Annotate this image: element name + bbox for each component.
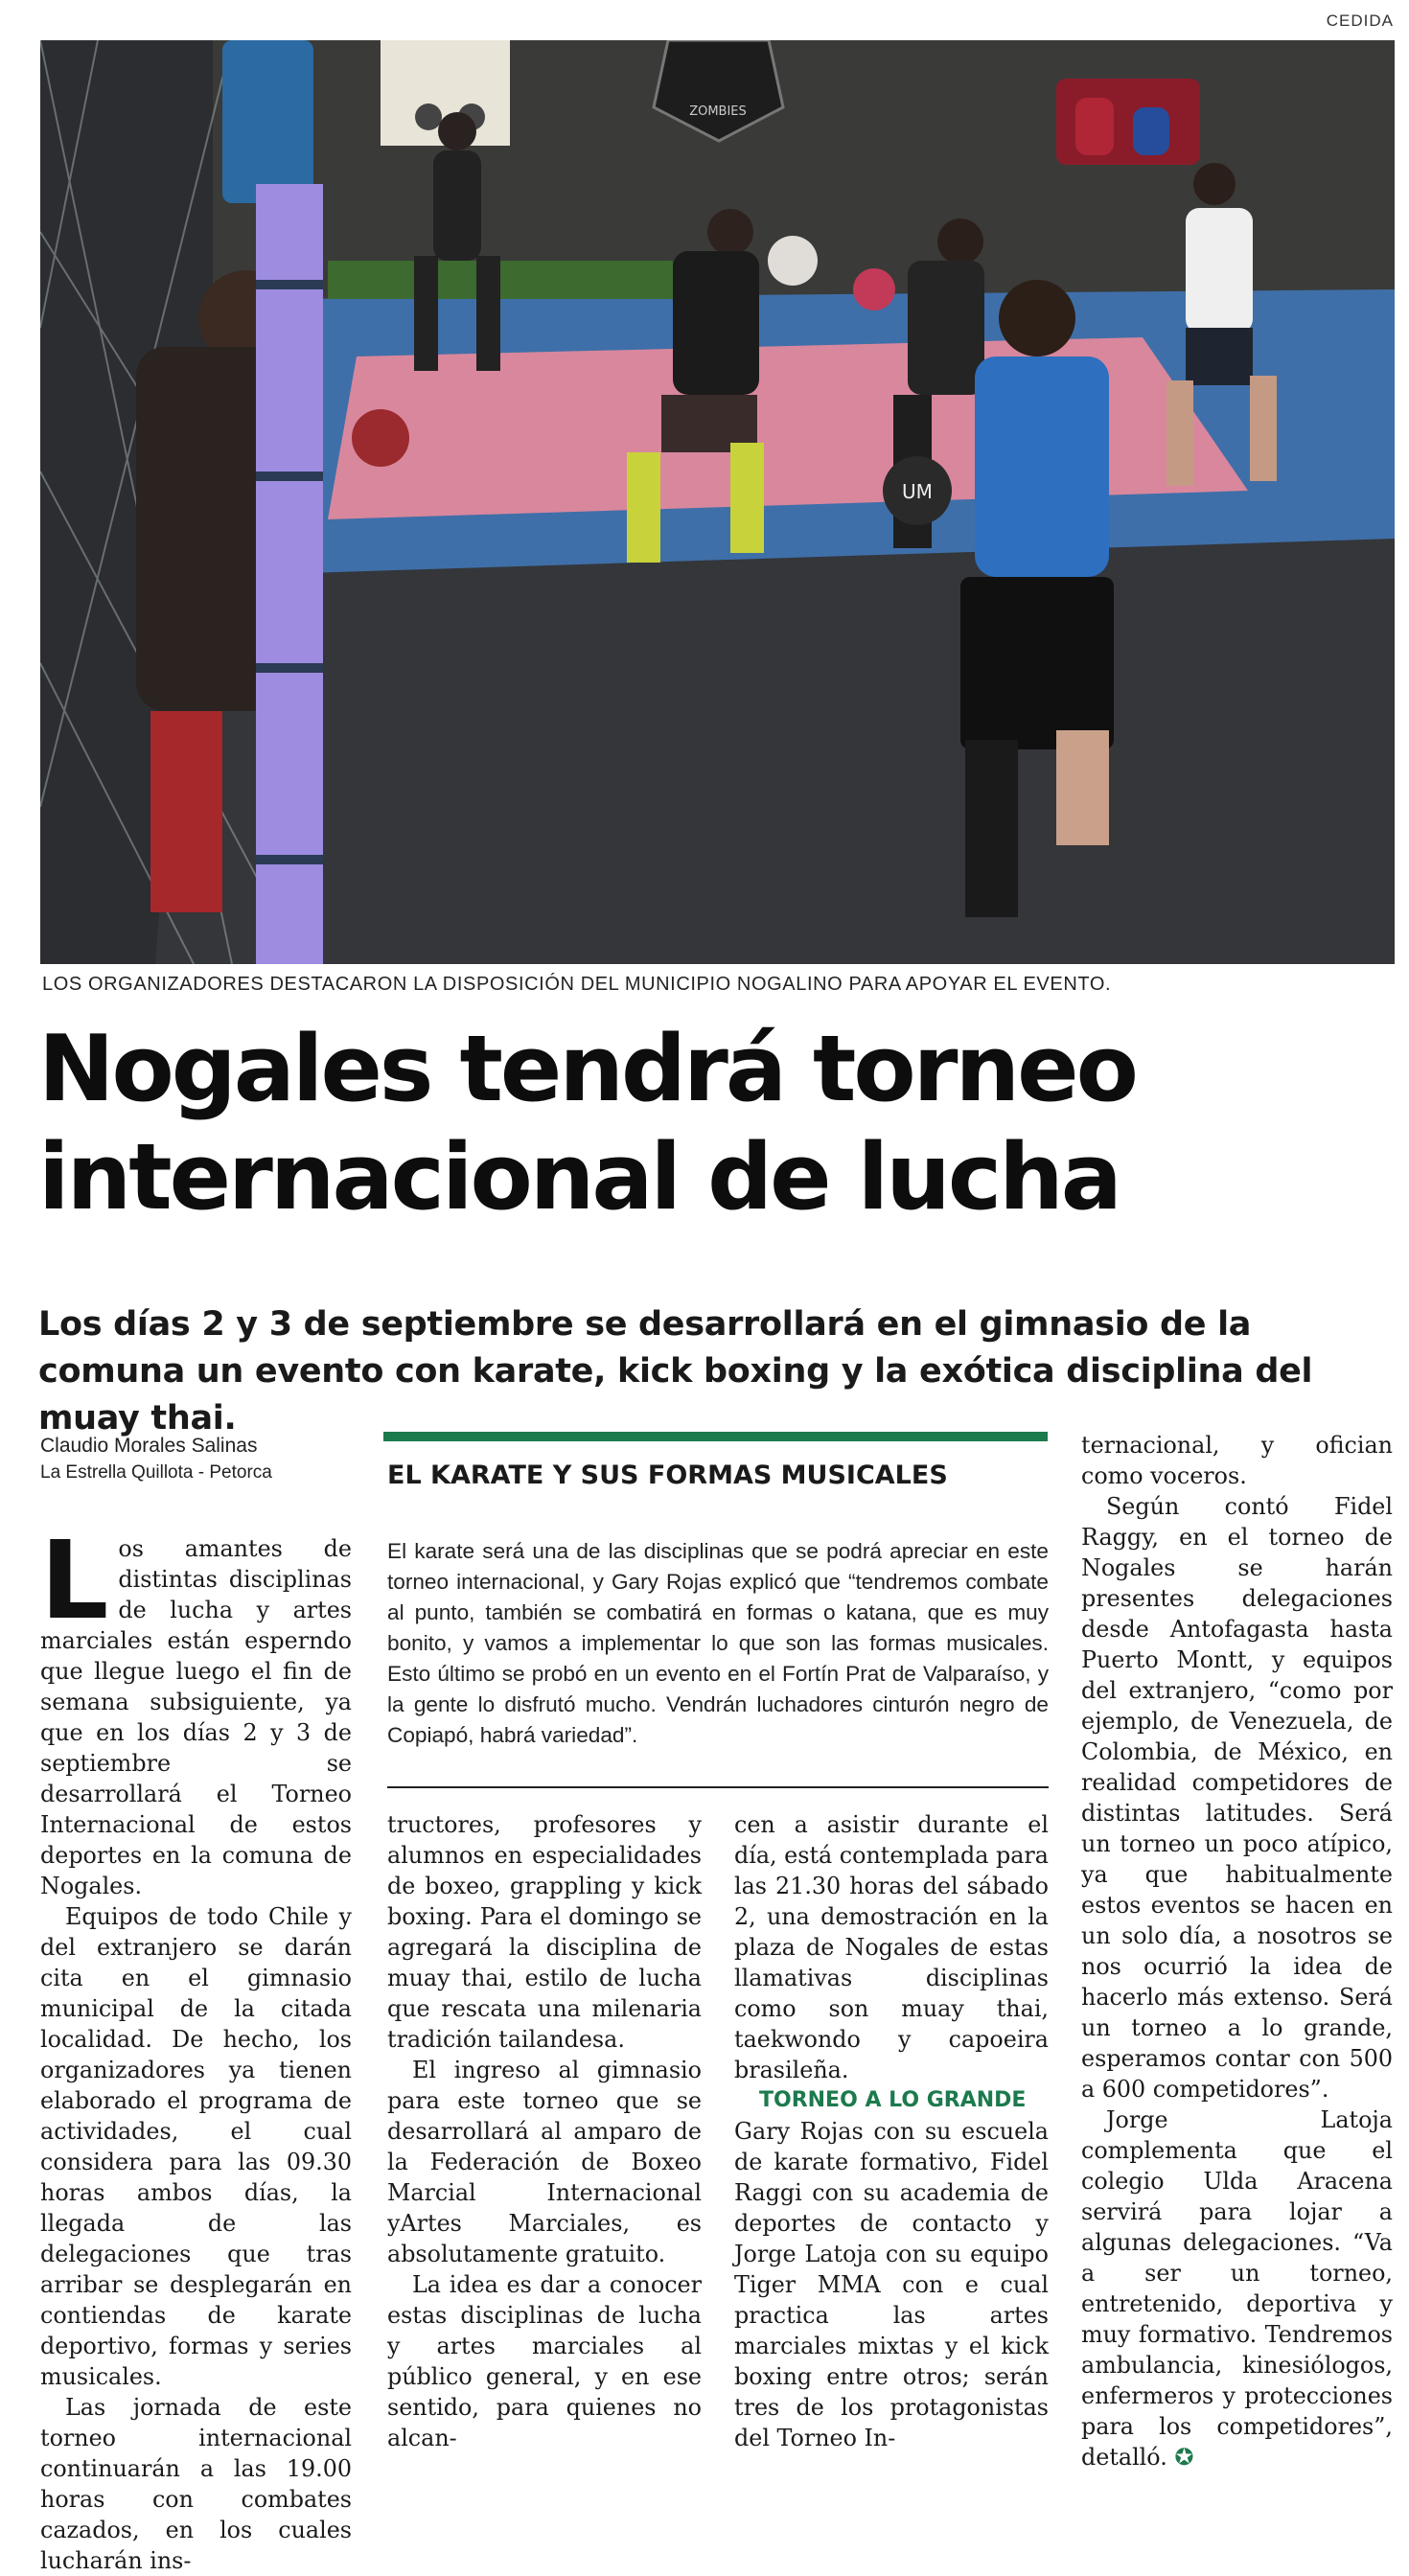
paragraph: El ingreso al gimnasio para este torneo que se desarrollará al amparo de la Federación de Boxeo Marcial Internacional yArtes Marciales, es absolutamente gratuito. bbox=[387, 2057, 702, 2267]
glove-brand-text: UM bbox=[902, 480, 933, 503]
pink-mat bbox=[328, 337, 1248, 519]
paragraph: Gary Rojas con su escuela de karate formativo, Fidel Raggi con su academia de deportes de contacto y Jorge Latoja con su equipo Tiger MMA con e cual practica las artes marciales mixtas y el kick boxing entre otros; serán tres de los protagonistas del Torneo In- bbox=[734, 2118, 1049, 2451]
photo-credit: CEDIDA bbox=[1326, 12, 1394, 30]
paragraph: cen a asistir durante el día, está contemplada para las 21.30 horas del sábado 2, una demostración en la plaza de Nogales de estas llamativas disciplinas como son muay thai, taekwondo y capoeira brasileña. bbox=[734, 1811, 1049, 2083]
headline-line-2: internacional de lucha bbox=[38, 1125, 1120, 1230]
article-column-2 bbox=[387, 1809, 702, 2453]
gym-scene-illustration bbox=[40, 40, 1395, 964]
paragraph-text: Jorge Latoja complementa que el colegio Ulda Aracena servirá para lojar a algunas delegaciones. “Va a ser un torneo, entretenido, deportiva y muy formativo. Tendremos ambulancia, kinesiólogos, enfermeros y protecciones para los competidores”, detalló. bbox=[1081, 2106, 1393, 2471]
article-column-1 bbox=[40, 1519, 352, 2576]
glove-icon bbox=[1075, 98, 1114, 155]
byline-outlet: La Estrella Quillota - Petorca bbox=[40, 1462, 272, 1483]
paragraph-text: os amantes de distintas disciplinas de lucha y artes marciales están esperndo que llegue luego el fin de semana subsiguiente, ya que en los días 2 y 3 de septiembre se desarrollará el Torneo Internacional de estos deportes en la comuna de Nogales. bbox=[40, 1535, 352, 1899]
sidebar-top-rule bbox=[383, 1432, 1048, 1441]
article-photo bbox=[40, 40, 1395, 964]
sidebar-text: El karate será una de las disciplinas que se podrá apreciar en este torneo internacional, y Gary Rojas explicó que “tendremos combate al punto, también se combatirá en formas o katana, que es muy bonito, y vamos a implementar lo que son las formas musicales. Esto último se probó en un evento en el Fortín Prat de Valparaíso, y la gente lo disfrutó mucho. Vendrán luchadores cinturón negro de Copiapó, habrá variedad”. bbox=[387, 1539, 1049, 1747]
drop-cap: L bbox=[40, 1519, 109, 1644]
paragraph: tructores, profesores y alumnos en especialidades de boxeo, grappling y kick boxing. Para el domingo se agregará la disciplina de muay thai, estilo de lucha que rescata una milenaria tradición tailandesa. bbox=[387, 1811, 702, 2053]
photo-caption: LOS ORGANIZADORES DESTACARON LA DISPOSICIÓN DEL MUNICIPIO NOGALINO PARA APOYAR EL EVENTO. bbox=[42, 974, 1112, 995]
grey-floor bbox=[155, 539, 1395, 964]
glove-icon bbox=[1133, 107, 1169, 155]
paragraph: ternacional, y ofician como voceros. bbox=[1081, 1432, 1393, 1489]
byline-author: Claudio Morales Salinas bbox=[40, 1435, 258, 1457]
paragraph: La idea es dar a conocer estas disciplinas de lucha y artes marciales al público general, y en ese sentido, para quienes no alcan- bbox=[387, 2271, 702, 2451]
poster-glove-icon bbox=[415, 104, 442, 130]
end-of-article-icon: ✪ bbox=[1174, 2444, 1194, 2471]
paragraph bbox=[40, 1519, 352, 1901]
sidebar-title: EL KARATE Y SUS FORMAS MUSICALES bbox=[387, 1460, 948, 1490]
paragraph: Las jornada de este torneo internacional continuarán a las 19.00 horas con combates cazados, en los cuales lucharán ins- bbox=[40, 2394, 352, 2574]
sidebar-bottom-rule bbox=[387, 1786, 1049, 1788]
wall-logo-text: ZOMBIES bbox=[689, 104, 747, 119]
subheadline: Los días 2 y 3 de septiembre se desarrollará en el gimnasio de la comuna un evento con karate, kick boxing y la exótica disciplina del muay thai. bbox=[38, 1305, 1313, 1438]
paragraph: Según contó Fidel Raggy, en el torneo de Nogales se harán presentes delegaciones desde Antofagasta hasta Puerto Montt, y equipos del extranjero, “como por ejemplo, de Venezuela, de Colombia, de México, en realidad competidores de distintas latitudes. Será un torneo un poco atípico, ya que habitualmente estos eventos se hacen en un solo día, a nosotros se nos ocurrió la idea de hacerlo más extenso. Será un torneo a lo grande, esperamos contar con 500 a 600 competidores”. bbox=[1081, 1493, 1393, 2103]
headline bbox=[38, 1016, 1399, 1232]
article-column-3 bbox=[734, 1809, 1049, 2453]
section-subheading: TORNEO A LO GRANDE bbox=[759, 2088, 1027, 2112]
paragraph: Equipos de todo Chile y del extranjero se darán cita en el gimnasio municipal de la citada localidad. De hecho, los organizadores ya tienen elaborado el programa de actividades, el cual considera para las 09.30 horas ambos días, la llegada de las delegaciones que tras arribar se desplegarán en contiendas de karate deportivo, formas y series musicales. bbox=[40, 1903, 352, 2390]
headline-line-1: Nogales tendrá torneo bbox=[38, 1017, 1136, 1122]
article-column-4 bbox=[1081, 1430, 1393, 2472]
paragraph bbox=[1081, 2104, 1393, 2472]
